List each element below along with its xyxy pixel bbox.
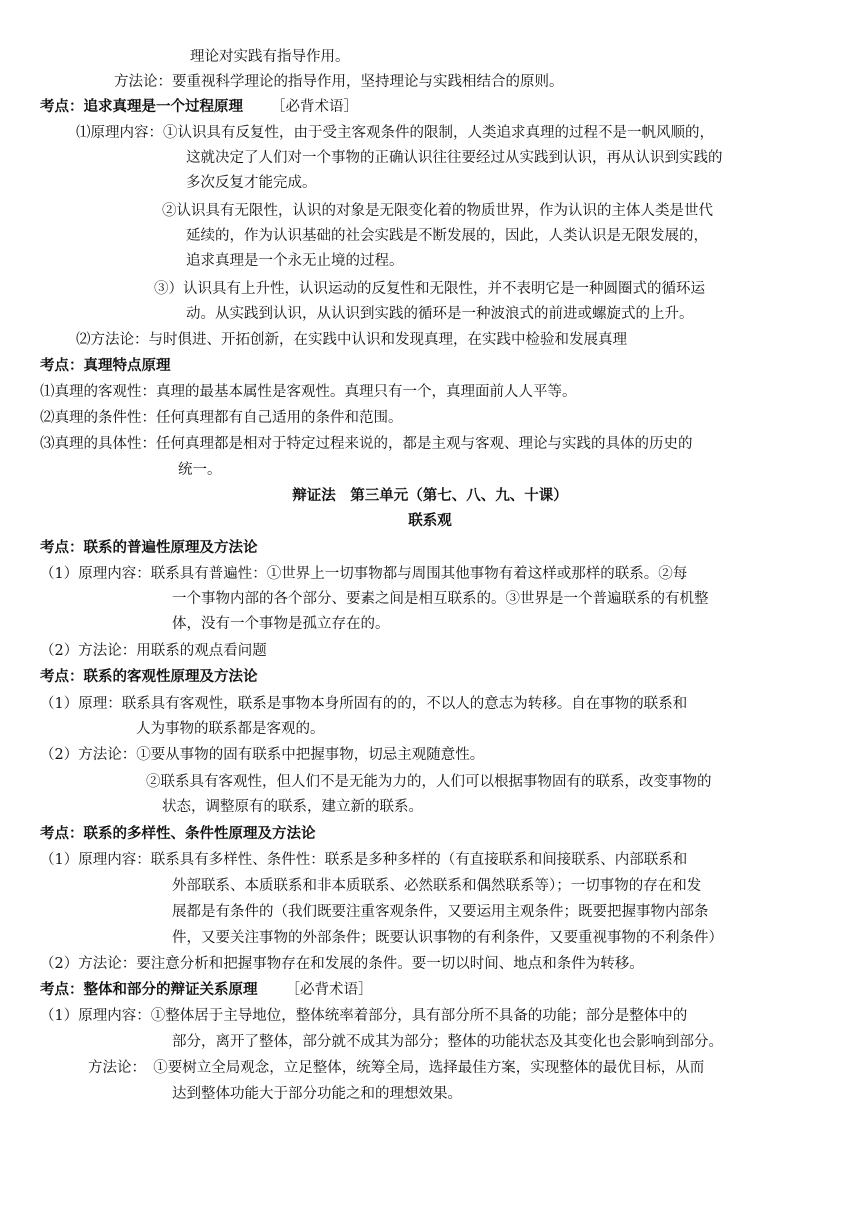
text-line: ③）认识具有上升性，认识运动的反复性和无限性，并不表明它是一种圆圈式的循环运	[154, 281, 705, 297]
heading-text: 考点：整体和部分的辩证关系原理	[40, 981, 258, 998]
text-line: 这就决定了人们对一个事物的正确认识往往要经过从实践到认识，再从认识到实践的	[186, 150, 723, 166]
section-heading: 考点：联系的客观性原理及方法论	[40, 668, 258, 685]
text-line: ⑵真理的条件性：任何真理都有自己适用的条件和范围。	[40, 410, 403, 426]
text-line: ⑴原理内容：①认识具有反复性，由于受主客观条件的限制，人类追求真理的过程不是一帆风顺的，	[76, 125, 714, 141]
text-line: ②认识具有无限性，认识的对象是无限变化着的物质世界，作为认识的主体人类是世代	[162, 203, 713, 219]
text-line: 体，没有一个事物是孤立存在的。	[172, 616, 390, 632]
text-line: （1）原理内容：联系具有普遍性：①世界上一切事物都与周围其他事物有着这样或那样的联系。②每	[40, 566, 688, 582]
text-line: 部分，离开了整体，部分就不成其为部分；整体的功能状态及其变化也会影响到部分。	[172, 1034, 723, 1050]
text-line: ⑶真理的具体性：任何真理都是相对于特定过程来说的，都是主观与客观、理论与实践的具体的历史的	[40, 436, 693, 452]
section-heading	[40, 978, 373, 1002]
text-line: 追求真理是一个永无止境的过程。	[186, 253, 404, 269]
text-line: （1）原理内容：①整体居于主导地位，整体统率着部分，具有部分所不具备的功能；部分是整体中的	[40, 1008, 688, 1024]
section-heading: 考点：联系的普遍性原理及方法论	[40, 539, 258, 556]
text-line: 状态，调整原有的联系，建立新的联系。	[162, 799, 423, 815]
text-line: 方法论：要重视科学理论的指导作用，坚持理论与实践相结合的原则。	[114, 74, 564, 90]
text-line: （2）方法论：①要从事物的固有联系中把握事物，切忌主观随意性。	[40, 747, 485, 763]
text-line: （2）方法论：用联系的观点看问题	[40, 643, 267, 659]
text-line: （1）原理：联系具有客观性，联系是事物本身所固有的的，不以人的意志为转移。自在事物的联系和	[40, 696, 688, 712]
heading-text: 考点：追求真理是一个过程原理	[40, 98, 243, 115]
text-line: 展都是有条件的（我们既要注重客观条件，又要运用主观条件；既要把握事物内部条	[172, 904, 709, 920]
text-line: 件，又要关注事物的外部条件；既要认识事物的有利条件，又要重视事物的不利条件）	[172, 930, 723, 946]
chapter-title: 联系观	[408, 512, 452, 529]
text-line: 延续的，作为认识基础的社会实践是不断发展的，因此，人类认识是无限发展的，	[186, 228, 708, 244]
text-line: 人为事物的联系都是客观的。	[136, 721, 325, 737]
text-line: 一个事物内部的各个部分、要素之间是相互联系的。③世界是一个普遍联系的有机整	[172, 591, 709, 607]
unit-title: 辩证法 第三单元（第七、八、九、十课）	[292, 487, 568, 504]
text-line: （1）原理内容：联系具有多样性、条件性：联系是多种多样的（有直接联系和间接联系、内部联系和	[40, 852, 688, 868]
must-memorize-tag: ［必背术语］	[271, 99, 358, 115]
text-line: 外部联系、本质联系和非本质联系、必然联系和偶然联系等）；一切事物的存在和发	[172, 878, 702, 894]
section-heading: 考点：联系的多样性、条件性原理及方法论	[40, 825, 316, 842]
text-line: ⑴真理的客观性：真理的最基本属性是客观性。真理只有一个，真理面前人人平等。	[40, 384, 577, 400]
section-heading	[40, 95, 358, 119]
text-line: （2）方法论：要注意分析和把握事物存在和发展的条件。要一切以时间、地点和条件为转移。	[40, 956, 644, 972]
text-line: 多次反复才能完成。	[186, 175, 317, 191]
section-heading: 考点：真理特点原理	[40, 357, 171, 374]
text-line: 理论对实践有指导作用。	[190, 49, 350, 65]
text-line: 统一。	[178, 462, 222, 478]
text-line: ②联系具有客观性，但人们不是无能为力的，人们可以根据事物固有的联系，改变事物的	[146, 774, 712, 790]
text-line: ⑵方法论：与时俱进、开拓创新，在实践中认识和发现真理，在实践中检验和发展真理	[76, 332, 627, 348]
text-line: 动。从实践到认识，从认识到实践的循环是一种波浪式的前进或螺旋式的上升。	[186, 306, 694, 322]
text-line: 达到整体功能大于部分功能之和的理想效果。	[172, 1086, 462, 1102]
text-line: 方法论： ①要树立全局观念，立足整体，统筹全局，选择最佳方案，实现整体的最优目标，从而	[88, 1060, 705, 1076]
must-memorize-tag: ［必背术语］	[285, 982, 373, 998]
